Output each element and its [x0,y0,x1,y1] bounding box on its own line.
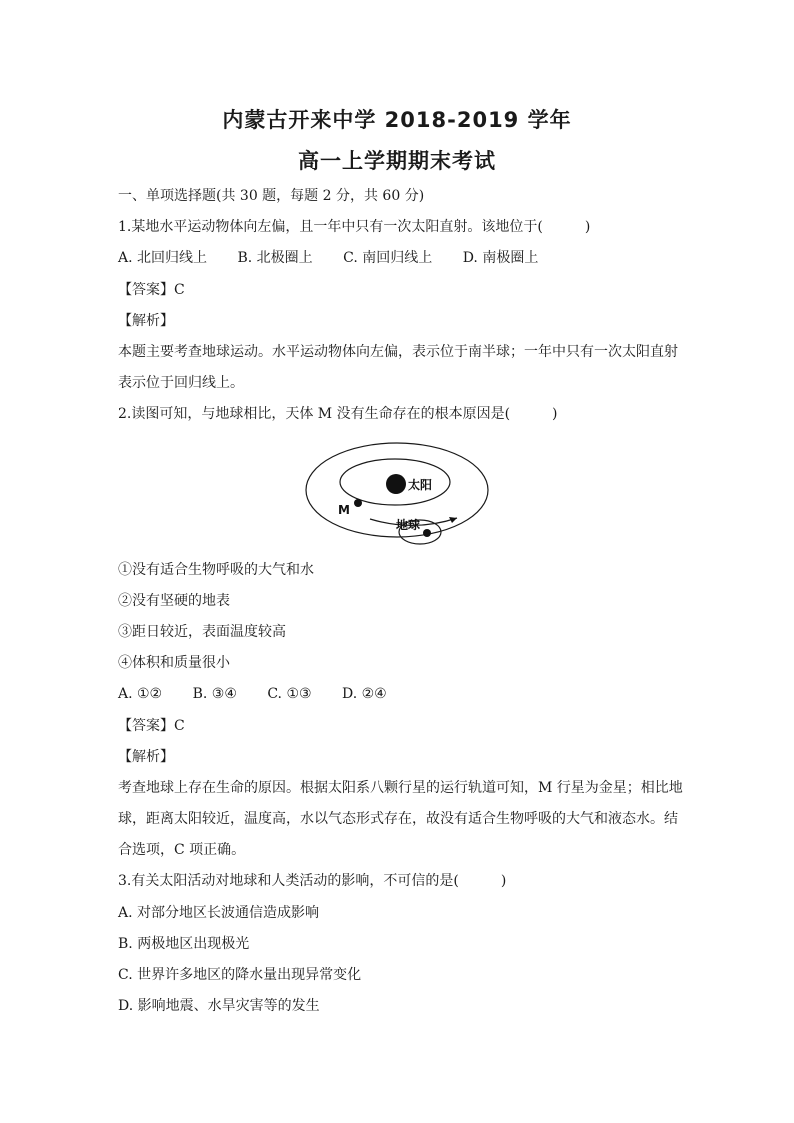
q2-option-b: B. ③④ [192,686,237,702]
q3-option-b: B. 两极地区出现极光 [118,936,250,952]
q2-answer: 【答案】C [118,718,185,734]
q1-analysis-line-2: 表示位于回归线上。 [118,375,244,391]
solar-system-diagram [300,432,500,552]
q2-statement-1: ①没有适合生物呼吸的大气和水 [118,562,314,578]
q1-option-d: D. 南极圈上 [462,250,539,266]
q2-statement-3: ③距日较近，表面温度较高 [118,624,286,640]
q2-option-a: A. ①② [118,686,163,702]
q3-option-a: A. 对部分地区长波通信造成影响 [118,905,320,921]
earth-label: 地球 [396,518,421,532]
q1-analysis-line-1: 本题主要考查地球运动。水平运动物体向左偏，表示位于南半球；一年中只有一次太阳直射 [118,344,678,360]
section-heading: 一、单项选择题(共 30 题，每题 2 分，共 60 分) [118,188,425,204]
q1-options [118,248,688,268]
q1-option-a: A. 北回归线上 [118,250,208,266]
q2-analysis-line-2: 球，距离太阳较近，温度高，水以气态形式存在，故没有适合生物呼吸的大气和液态水。结 [118,811,678,827]
q1-answer: 【答案】C [118,282,185,298]
q2-stem: 2.读图可知，与地球相比，天体 M 没有生命存在的根本原因是( ) [118,406,558,422]
page-subtitle: 高一上学期期末考试 [298,149,496,173]
q2-options [118,684,688,704]
q2-statement-4: ④体积和质量很小 [118,655,230,671]
planet-m-label: M [338,503,350,517]
q2-option-d: D. ②④ [342,686,387,702]
q3-option-c: C. 世界许多地区的降水量出现异常变化 [118,967,362,983]
q2-analysis-label: 【解析】 [118,749,174,765]
earth-icon [423,529,431,537]
sun-icon [386,474,406,494]
q2-option-c: C. ①③ [267,686,312,702]
q1-option-c: C. 南回归线上 [343,250,433,266]
q2-statement-2: ②没有坚硬的地表 [118,593,230,609]
q1-option-b: B. 北极圈上 [237,250,313,266]
q2-analysis-line-3: 合选项，C 项正确。 [118,842,246,858]
q1-stem: 1.某地水平运动物体向左偏，且一年中只有一次太阳直射。该地位于( ) [118,219,591,235]
page-title: 内蒙古开来中学 2018-2019 学年 [222,108,572,132]
q2-analysis-line-1: 考查地球上存在生命的原因。根据太阳系八颗行星的运行轨道可知，M 行星为金星；相比地 [118,780,683,796]
q3-option-d: D. 影响地震、水旱灾害等的发生 [118,998,320,1014]
q3-stem: 3.有关太阳活动对地球和人类活动的影响，不可信的是( ) [118,873,507,889]
planet-m-icon [354,499,362,507]
sun-label: 太阳 [408,478,433,492]
q1-analysis-label: 【解析】 [118,313,174,329]
